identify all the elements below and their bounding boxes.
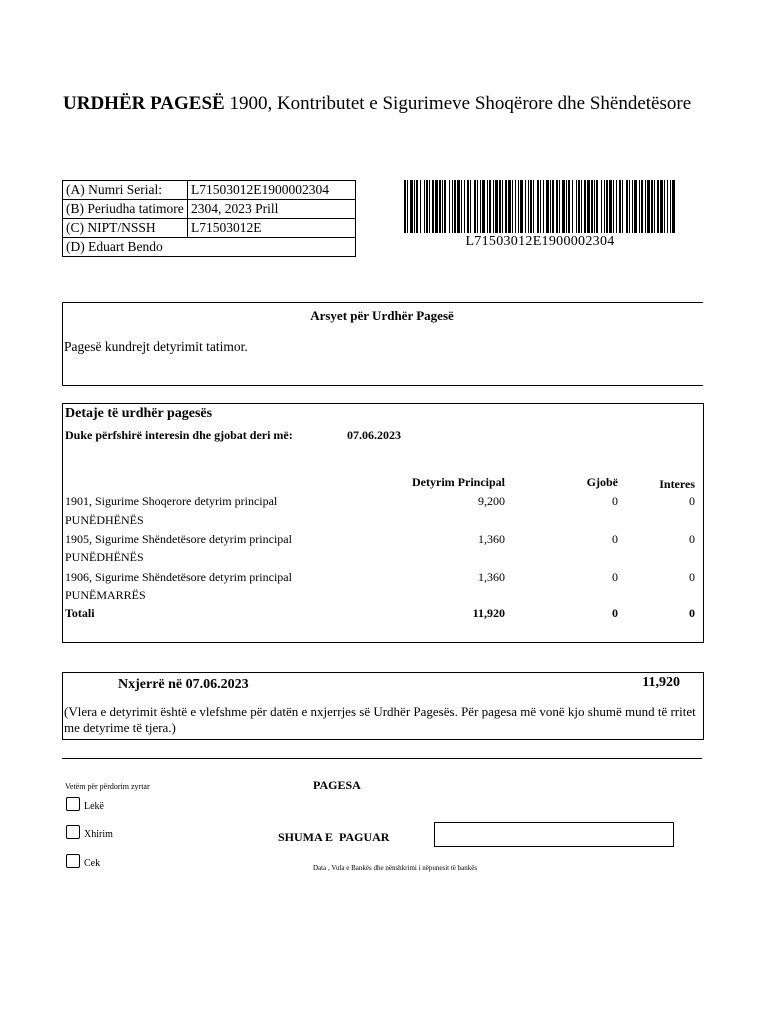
info-label: (D) Eduart Bendo — [63, 238, 356, 257]
issued-note: (Vlera e detyrimit është e vlefshme për datën e nxjerrjes së Urdhër Pagesës. Për pagesa më vonë kjo shumë mund të rritet me detyrime të tjera.) — [64, 704, 696, 735]
checkbox-cek[interactable] — [66, 854, 80, 868]
checkbox-cek-label: Cek — [84, 858, 101, 869]
details-incl-date: 07.06.2023 — [347, 428, 401, 442]
details-incl-label: Duke përfshirë interesin dhe gjobat deri më: — [65, 428, 293, 442]
col-fine-header: Gjobë — [586, 475, 618, 489]
info-value: L71503012E1900002304 — [188, 181, 356, 200]
row-fine: 0 — [612, 494, 618, 508]
total-interest: 0 — [689, 606, 695, 620]
info-label: (C) NIPT/NSSH — [63, 219, 188, 238]
details-heading: Detaje të urdhër pagesës — [65, 406, 213, 421]
document-title: URDHËR PAGESË 1900, Kontributet e Sigurimeve Shoqërore dhe Shëndetësore — [63, 93, 692, 114]
amount-paid-field[interactable] — [434, 822, 674, 847]
info-row-nipt — [63, 219, 356, 238]
row-interest: 0 — [689, 532, 695, 546]
col-interest-header: Interes — [659, 477, 695, 491]
row-principal: 1,360 — [478, 570, 505, 584]
row-desc: 1905, Sigurime Shëndetësore detyrim principal — [65, 532, 292, 546]
barcode-icon — [404, 180, 676, 233]
info-row-name — [63, 238, 356, 257]
divider — [62, 758, 702, 759]
row-principal: 1,360 — [478, 532, 505, 546]
row-fine: 0 — [612, 570, 618, 584]
payment-heading: PAGESA — [313, 778, 361, 792]
row-interest: 0 — [689, 494, 695, 508]
checkbox-xhirim[interactable] — [66, 825, 80, 839]
info-row-serial — [63, 181, 356, 200]
amount-paid-label: SHUMA E PAGUAR — [278, 830, 390, 844]
row-desc: 1906, Sigurime Shëndetësore detyrim principal — [65, 570, 292, 584]
issued-label: Nxjerrë në 07.06.2023 — [118, 677, 249, 692]
row-desc: 1901, Sigurime Shoqerore detyrim principal — [65, 494, 278, 508]
row-sub: PUNËMARRËS — [65, 588, 146, 602]
info-row-period — [63, 200, 356, 219]
reasons-heading: Arsyet për Urdhër Pagesë — [310, 308, 454, 323]
barcode-text: L71503012E1900002304 — [465, 234, 615, 249]
total-principal: 11,920 — [472, 606, 505, 620]
row-principal: 9,200 — [478, 494, 505, 508]
bank-signature-note: Data , Vula e Bankës dhe nënshkrimi i nëpunesit të bankës — [313, 864, 478, 872]
checkbox-leke-label: Lekë — [84, 801, 104, 812]
info-value: 2304, 2023 Prill — [188, 200, 356, 219]
row-sub: PUNËDHËNËS — [65, 550, 144, 564]
info-table — [62, 180, 356, 257]
row-fine: 0 — [612, 532, 618, 546]
info-label: (A) Numri Serial: — [63, 181, 188, 200]
row-interest: 0 — [689, 570, 695, 584]
total-fine: 0 — [612, 606, 618, 620]
col-principal-header: Detyrim Principal — [412, 475, 505, 489]
checkbox-leke[interactable] — [66, 797, 80, 811]
info-label: (B) Periudha tatimore — [63, 200, 188, 219]
info-value: L71503012E — [188, 219, 356, 238]
row-sub: PUNËDHËNËS — [65, 513, 144, 527]
reasons-text: Pagesë kundrejt detyrimit tatimor. — [64, 339, 248, 354]
issued-amount: 11,920 — [642, 675, 680, 690]
checkbox-xhirim-label: Xhirim — [84, 829, 113, 840]
total-label: Totali — [65, 606, 95, 620]
official-use-label: Vetëm për përdorim zyrtar — [65, 782, 150, 791]
